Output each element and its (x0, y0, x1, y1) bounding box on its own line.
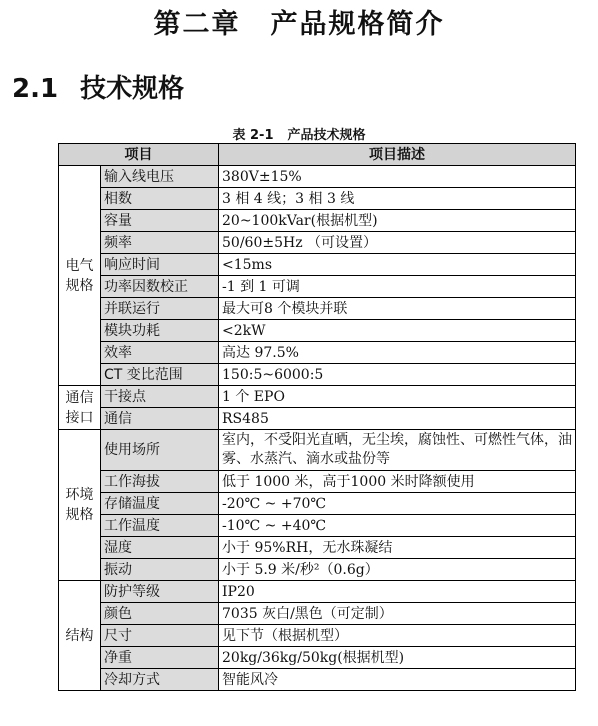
table-row (59, 647, 576, 669)
row-item: 频率 (101, 232, 219, 254)
table-row (59, 276, 576, 298)
header-item: 项目 (59, 144, 219, 166)
group-environment (59, 430, 101, 581)
section-number: 2.1 (12, 74, 59, 104)
row-item: 并联运行 (101, 298, 219, 320)
row-desc: 50/60±5Hz （可设置） (219, 232, 576, 254)
group-structure (59, 581, 101, 691)
row-item: 工作温度 (101, 515, 219, 537)
group-label: 规格 (65, 277, 94, 294)
row-desc: 室内，不受阳光直晒，无尘埃，腐蚀性、可燃性气体，油雾、水蒸汽、滴水或盐份等 (219, 430, 576, 471)
table-row (59, 320, 576, 342)
row-desc: 见下节（根据机型） (219, 625, 576, 647)
table-row (59, 559, 576, 581)
table-caption-title: 产品技术规格 (287, 128, 366, 143)
table-row (59, 298, 576, 320)
group-label: 规格 (65, 507, 94, 523)
spec-table (58, 143, 576, 691)
row-desc: 最大可8 个模块并联 (219, 298, 576, 320)
table-row (59, 254, 576, 276)
table-row (59, 603, 576, 625)
table-row (59, 471, 576, 493)
group-label: 通信 (65, 389, 94, 406)
table-row (59, 386, 576, 408)
row-item: 尺寸 (101, 625, 219, 647)
table-row (59, 342, 576, 364)
row-desc: -20℃ ~ +70℃ (219, 493, 576, 515)
row-desc: <15ms (219, 254, 576, 276)
header-description: 项目描述 (219, 144, 576, 166)
group-label: 结构 (65, 627, 94, 644)
row-item: 防护等级 (101, 581, 219, 603)
row-item: 存储温度 (101, 493, 219, 515)
table-row (59, 430, 576, 471)
row-item: 工作海拔 (101, 471, 219, 493)
row-item: 响应时间 (101, 254, 219, 276)
row-item: 容量 (101, 210, 219, 232)
table-caption (0, 124, 598, 143)
row-item: CT 变比范围 (101, 364, 219, 386)
group-label: 环境 (65, 487, 94, 503)
table-row (59, 210, 576, 232)
table-row (59, 625, 576, 647)
row-desc: 150:5~6000:5 (219, 364, 576, 386)
row-desc: 20~100kVar(根据机型) (219, 210, 576, 232)
row-item: 相数 (101, 188, 219, 210)
row-desc: 小于 5.9 米/秒²（0.6g） (219, 559, 576, 581)
section-name: 技术规格 (80, 74, 185, 104)
table-row (59, 408, 576, 430)
row-item: 效率 (101, 342, 219, 364)
row-desc: 小于 95%RH，无水珠凝结 (219, 537, 576, 559)
row-desc: 380V±15% (219, 166, 576, 188)
row-item: 颜色 (101, 603, 219, 625)
table-row (59, 669, 576, 691)
chapter-name: 产品规格简介 (270, 9, 445, 40)
section-title (12, 68, 184, 105)
row-desc: 3 相 4 线；3 相 3 线 (219, 188, 576, 210)
row-item: 冷却方式 (101, 669, 219, 691)
row-desc: -10℃ ~ +40℃ (219, 515, 576, 537)
row-desc: 低于 1000 米，高于1000 米时降额使用 (219, 471, 576, 493)
chapter-title (0, 2, 598, 41)
table-row (59, 515, 576, 537)
table-row (59, 493, 576, 515)
group-label: 电气 (65, 257, 94, 274)
group-electrical (59, 166, 101, 386)
table-caption-number: 表 2-1 (232, 128, 274, 143)
row-desc: 20kg/36kg/50kg(根据机型) (219, 647, 576, 669)
group-communication (59, 386, 101, 430)
row-item: 模块功耗 (101, 320, 219, 342)
table-row (59, 232, 576, 254)
row-item: 振动 (101, 559, 219, 581)
row-item: 功率因数校正 (101, 276, 219, 298)
row-desc: 高达 97.5% (219, 342, 576, 364)
row-desc: -1 到 1 可调 (219, 276, 576, 298)
table-row (59, 188, 576, 210)
row-item: 干接点 (101, 386, 219, 408)
row-desc: IP20 (219, 581, 576, 603)
table-row (59, 166, 576, 188)
table-row (59, 581, 576, 603)
row-desc: <2kW (219, 320, 576, 342)
table-header-row (59, 144, 576, 166)
row-item: 输入线电压 (101, 166, 219, 188)
row-item: 使用场所 (101, 430, 219, 471)
row-desc: 智能风冷 (219, 669, 576, 691)
row-item: 湿度 (101, 537, 219, 559)
table-row (59, 537, 576, 559)
group-label: 接口 (65, 409, 94, 426)
row-desc: 7035 灰白/黑色（可定制） (219, 603, 576, 625)
row-item: 通信 (101, 408, 219, 430)
row-desc: 1 个 EPO (219, 386, 576, 408)
table-row (59, 364, 576, 386)
chapter-label: 第二章 (153, 9, 241, 40)
row-item: 净重 (101, 647, 219, 669)
row-desc: RS485 (219, 408, 576, 430)
